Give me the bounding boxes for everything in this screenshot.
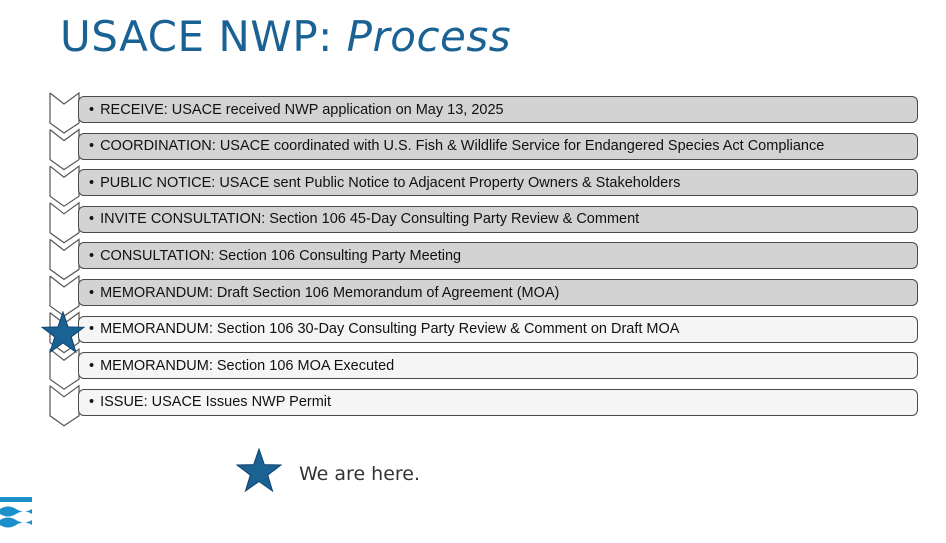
step-chevron — [50, 276, 79, 316]
process-step-consultation — [78, 242, 918, 269]
process-step-memorandum-draft — [78, 279, 918, 306]
title-emphasis: Process — [346, 12, 512, 61]
process-step-invite-consultation — [78, 206, 918, 233]
title-main: USACE NWP: — [60, 12, 347, 61]
step-label: ISSUE: USACE Issues NWP Permit — [100, 394, 332, 411]
bullet-icon: • — [89, 284, 95, 301]
step-chevron — [50, 203, 79, 243]
process-step-issue — [78, 389, 918, 416]
step-chevron — [50, 239, 79, 279]
bullet-icon: • — [89, 357, 95, 374]
process-step-receive — [78, 96, 918, 123]
bullet-icon: • — [89, 101, 95, 118]
legend-label: We are here. — [299, 463, 421, 485]
process-step-public-notice — [78, 169, 918, 196]
step-chevron — [50, 386, 79, 426]
process-step-memorandum-executed — [78, 352, 918, 379]
bullet-icon: • — [89, 138, 95, 155]
step-label: RECEIVE: USACE received NWP application on May 13, 2025 — [100, 101, 504, 118]
step-label: COORDINATION: USACE coordinated with U.S. Fish & Wildlife Service for Endangered Species Act Compliance — [100, 138, 825, 155]
step-label: MEMORANDUM: Section 106 MOA Executed — [100, 357, 395, 374]
step-label: INVITE CONSULTATION: Section 106 45-Day Consulting Party Review & Comment — [100, 211, 640, 228]
bullet-icon: • — [89, 394, 95, 411]
step-label: MEMORANDUM: Section 106 30-Day Consulting Party Review & Comment on Draft MOA — [100, 321, 680, 338]
bullet-icon: • — [89, 321, 95, 338]
process-step-memorandum-review — [78, 316, 918, 343]
step-chevron — [50, 130, 79, 170]
step-chevron — [50, 349, 79, 389]
legend-star-icon — [236, 448, 282, 494]
step-chevron — [50, 166, 79, 206]
step-chevron — [50, 93, 79, 133]
bullet-icon: • — [89, 174, 95, 191]
step-label: CONSULTATION: Section 106 Consulting Party Meeting — [100, 247, 462, 264]
process-step-coordination — [78, 133, 918, 160]
step-label: MEMORANDUM: Draft Section 106 Memorandum of Agreement (MOA) — [100, 284, 560, 301]
current-step-star-icon — [41, 311, 85, 355]
bullet-icon: • — [89, 247, 95, 264]
bullet-icon: • — [89, 211, 95, 228]
waves-logo-icon — [0, 495, 34, 531]
step-label: PUBLIC NOTICE: USACE sent Public Notice to Adjacent Property Owners & Stakeholders — [100, 174, 681, 191]
